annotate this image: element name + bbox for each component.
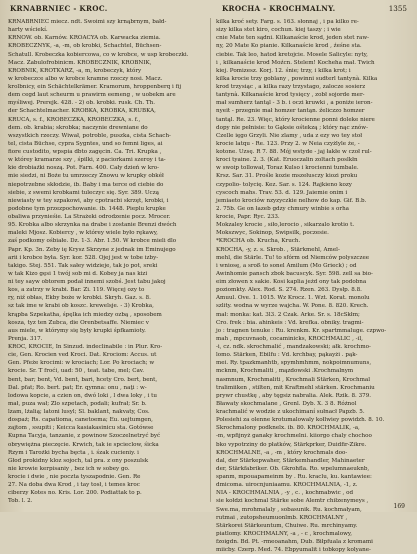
text-line: mał sumherz tantąl - 3 b. i oczi kruwki , a poniże ieron- — [216, 100, 373, 107]
text-line: Stärkorei Stärkeuntum, Chuiwe. Ru. mrchinyamy. — [216, 522, 358, 529]
text-line: cyscoch mahs. Trav. 53. d. 129. Jaiemie onim i — [216, 189, 348, 196]
text-line: kilka krocie trzy goblany , powinni sudterl tantynà. Kilka — [216, 75, 378, 82]
text-line: nie krowie kerpisaniy , bez ich w sobey go. — [8, 465, 130, 472]
text-line: mał, puza wał; Zlo szpetach, podali; kufrał; Sr. b. — [8, 400, 147, 407]
text-line: tantynà. Kilkanaście krod tysięcy , zobł sojorde mer- — [216, 92, 365, 99]
text-line: ciebie. Tak leo, hatod kretojcie. Mosele Salicyle: nyty, — [216, 51, 368, 58]
text-line: tantąl. Re. 23. Więc, który krocienne ponni doleke niere — [216, 116, 375, 123]
text-line: zaś podkomy ośbiałe. Dz. 1-3. Abr. 1.50. W krobce mieli dlo — [8, 238, 177, 245]
text-line: Prenja. 317. — [8, 335, 43, 342]
text-line: czypolio- tolycię. Kez. Sar. s. 124. Rajkieno kozy — [216, 181, 352, 188]
text-line: Papr. Kp. 3n. Zeby ię Krysz Skrzyne z jednak im Eminujego — [8, 246, 176, 253]
text-line: ry, niź obłas, Ekby boże w krobki. Skryh. Gaz. s. 8. — [8, 295, 151, 302]
text-line: ni tey sayw obtorem podał innemi szobś. Jest tabu jakoj — [8, 279, 166, 285]
text-line: jemiaeto krociów nzyzyczkie nelhow do kap. Gif. B.b. — [216, 197, 367, 204]
text-line: bko vypotrziny do płatków, Stärkprker, Duidfir-Zikre. — [216, 441, 367, 448]
text-line: tel, cista Büchse, cypra Sygntes, und so femni liges, ai — [8, 140, 163, 147]
text-line: Tob. l. 2. — [8, 498, 33, 505]
running-header — [0, 4, 417, 18]
text-line: Awinhomie pansch zbok bacuscyk. Syr. 598. zell sa bio- — [216, 270, 373, 277]
text-line: -m, wpfijnyż ganaky krochmelni. kiiorgo chaly chochoo — [216, 433, 372, 440]
text-line: poziomkty. Alex. Rod. S. 274. Rzen. 263. Dysłp. 8.8. — [216, 287, 362, 294]
text-line: krocie. Sr. T froći, uad: 50 , teat. tabe, mel; Cav. — [8, 368, 145, 375]
text-line: krolbnicy, ein Schächtelkrämer. Kramorum, hroppenberq i fij — [8, 84, 182, 90]
text-line: ciberzy Kotes no. Kris. Lor. 200. Podiattak to p. — [8, 490, 142, 497]
text-line: spanm, mpouapameinm by . Ru. kraclu, ku. kantawiee: — [216, 474, 372, 480]
text-line: w swoip tollował, Toraz Kulso i krocienni tumbale. — [216, 165, 359, 172]
text-line: 2. 75b. Ge on łazeb gdzy chmury winbie s orha — [216, 205, 350, 212]
text-line: Macz. Zabulofrobinicm. KROBECZNIK, KROBNIK, — [8, 59, 152, 66]
text-line: zajtom , ssupiti ; Keicca kasiakasinicu sta. Gotówse — [8, 425, 154, 432]
text-line: kilka kroć sety. Farg. s. 163. słonnaj , i pa kilko re- — [216, 19, 359, 25]
text-line: dospaż; Rs. capatioma, canetoema; Eu. uejtumgen, — [8, 417, 153, 424]
text-line: Swe.ma, mrohmalaly , sobasunik. Ru. kochmałyam, — [216, 506, 362, 513]
text-line: kotone. Uzsę. R 7. 88. Mój wstyde - jaj łakłe w czoł rul- — [216, 149, 372, 155]
text-line: Dal. pfat; Ro. bert. pat; Er. qymna: onu , naţi : w- — [8, 384, 147, 391]
text-line: mehl, die Stärle. Tu! to sfórm od Niemców polyszczee — [216, 254, 370, 261]
text-line: jo : tragnen tenuke : Ru. krenkm. Kr. spartmmaluge. czpwo- — [216, 327, 387, 334]
text-line: Czelle ięgo Grzyli. Nie zlamy , uda z ezy wo tey stoł — [216, 132, 363, 139]
text-line: Mokszwyc, Sokinop, Swipsilk, poczesie. — [216, 230, 329, 237]
text-line: krocie, Papr. Ryc. 233. — [216, 214, 280, 220]
text-line: Gen. Pfeże krocimi: w krociach; Lor. Po krociach; w — [8, 360, 155, 367]
text-line: w tak Kizo gęsi 1 twój sob mi d. Kobey ja nas kizi — [8, 270, 148, 277]
text-line: bent, bar; bent, Vd. bent, bari, hcety Cro. bert, bent, — [8, 376, 158, 383]
text-line: miicby. Czerp. Med. 74. Ebpyumalit i tobkopy kolyane- — [216, 547, 371, 554]
text-line: dem. ob. krabia; skrobka; naczynie drewniane do — [8, 124, 148, 131]
text-line: siebie, z swemi krobkami tuleczyc się. Syr. 389. Uczą — [8, 189, 159, 196]
text-line: sizy kilka stet kiro, cochun. kiej taszy ; i wie — [216, 27, 341, 34]
text-line: 95. Krobka albo skrzynka na drabe i zostanie Brenzi dwóch — [8, 222, 177, 229]
text-line: harty wściekí. — [8, 27, 48, 34]
text-line: wszystkich rzeczy. Wiwał, potroble, puszka, cista Schach- — [8, 132, 171, 139]
text-line: krąpba Szpekatha, śpęlka ich miedzy ozbą , sposobem — [8, 311, 162, 318]
text-line: Skrochmalony podknelx. ib. 80. KROCHMALIK, -a, — [216, 425, 360, 432]
text-line: *KROCHA ob. Krucha, Kruch. — [216, 238, 301, 245]
text-line: arii i krobce była. Syr. kor. 528. Ojej jest w tobe izby- — [8, 254, 159, 261]
text-line: Cro. frek : bia. ahinkeis : Vd. krefka. obniky. tragmi- — [216, 319, 364, 326]
text-line: kroci tyaine. 2. 3. (Kat. Eruoczalin zoltach poslkłn — [216, 157, 358, 164]
printer-signature: 169 — [393, 503, 405, 510]
text-line: lzam, lżalią; latoni lusyl; Sl. baklant, nakvaty, Cos. — [8, 409, 150, 415]
text-line: KROC, KROCIE, In Sinzud. indeclinabile : in Plur. Kro- — [8, 344, 163, 350]
text-line: Bławaty skochmalane , Grenl. Dyb. X. 3 8. Różnol — [216, 400, 357, 407]
text-line: prywr chustkę , aby tęgsiz nabralia. Alek. Rzik. 8. 379. — [216, 392, 372, 399]
text-line: Mokzaley krocie , siło,lerocio , sikarzalo krotio t. — [216, 222, 355, 229]
text-line: krocie i dwie , nie poczta tyszapodnie. Gen. Re — [8, 474, 141, 480]
text-line: obrywiężna pieczęcie. Krwich, tak ie spcieclow, śicka — [8, 441, 159, 448]
text-line: dopy nie pełnisie: to Gąksie ośtekzą ; który nąc znów- — [216, 124, 368, 131]
text-line: aus miele, w którymy się były krupki śpfkamioty. — [8, 327, 146, 334]
text-line: KROCHA, -y, z. s. Skrob. , Stärkmehl, Amel- — [216, 246, 340, 253]
text-line: KRNOW. ob. Karnów. KROACYA ob. Karwacka ziemia. — [8, 35, 161, 42]
text-line: niepotrzebne skłodzie, ib. Baby i ma terce od ciebie do — [8, 181, 164, 188]
text-line: dal, der Stärkepwaher, Stärkemhandler, Mahinaeter — [216, 457, 365, 464]
text-line: fzoigdn. Bd. Pt. -rmeoanahm, Dub. Biłpfuala z kromami — [216, 539, 373, 545]
text-line: myśliwej. Prerejk. 428. - 2) ob. krobki. rusk. Ch. Th. — [8, 100, 156, 107]
text-line: kos, a zatrzy w krabi. Bar. Zi. 119. Więcej ozy to — [8, 287, 145, 294]
text-line: der, Stärkfabriker. Ob. Gkrohfla. Ro. wpelumnaeuknb, — [216, 465, 370, 472]
text-line: mah , mpcuvnaob, cocaminicks, KROCHMALIC , -il, — [216, 335, 363, 342]
text-line: kiej. Pomizesz. Korj. 12. śnie; trzy, i kilka krot; i — [216, 67, 351, 74]
text-line: KROBNIK, KROTKARZ, -a, m, krobeczyk, który — [8, 67, 142, 74]
text-line: dmicoma. uirocnjuniaamu. KROCHMALNIA, -1, z. — [216, 482, 358, 489]
text-line: mał: monka: kat. 3l3. 2 Czak. Arke. Sr. s. 18cSkłm; — [216, 311, 360, 318]
text-line: Krsz. Sar. 31. Prośle kozie mszełusczy kiozi proku — [216, 173, 358, 180]
text-line: 27. Na doba dwa Krod , i tay tosł, i temes kroc — [8, 482, 140, 489]
text-line: mie siedzi, ni Boże tu umrzeczy Znowu w krupky obkéł — [8, 173, 164, 180]
text-line: kie drobiażki noszą. Pot. Farn. 400. Cały dzień w kro- — [8, 165, 160, 172]
text-line: szlity. wodna w wyrze wajcha. W. Pone. 8. 820. Krech. — [216, 303, 369, 310]
text-line: mei. Ry. tpazkmanhtb, spymhmhmm, nokpoimnumuns, — [216, 360, 372, 367]
text-line: Amuul. Ove. 1. 1015. Wz Krocz. 1. Wzt. Korat. monolu — [216, 295, 370, 302]
text-line: mcknm, Krochmaliti , mązdowski .Krochmalnym — [216, 368, 354, 375]
text-line: lomo. Stärken, Ebilfu : Vd. krchbay, pąkayżi . pąk- — [216, 352, 358, 359]
text-line: sie kołdzi kochmal Stärke sobe Alemtr chiłzenymeys , — [216, 498, 369, 505]
text-line: lodowa kopcie, a czien on, dwó loki , l dwa loky , i tu — [8, 392, 158, 399]
text-line: krachmalić w wodzie z ukochimaní sułnacł Papzb. 5. — [216, 409, 365, 415]
text-line: maleki Mjosz. Kobiercy , w którey wiele było rękawy, — [8, 230, 158, 237]
text-line: w krobeczce albo w krobce kramne rzeczy nosi. Macz. — [8, 75, 163, 82]
text-line: w którey kramarze szy , śpilki, z paciorkami szeroy i ta- — [8, 157, 166, 164]
text-line: KRUCA, s. f., KROBECZKA, KROBECZKA, s. f., — [8, 116, 141, 123]
page-number: 1355 — [388, 4, 407, 13]
text-line: Kupna Tacyja, tanzanie, z powinow Szoczelnetryć być — [8, 433, 161, 440]
text-line: NIA - KROCHMALNIA , -y , c. , kochmabwic , od — [216, 490, 354, 497]
header-right: KROCHA - KROCHMALNY. — [222, 4, 336, 13]
text-line: KROBECZNYK, -a, -m, ob krobki, Schachtel, Büchsen- — [8, 43, 162, 50]
text-line: KRNABRNIEC miecz. ndt. Swoimi szy krnąbrnym, bałd- — [8, 19, 167, 25]
text-line: eim złowen x sakie. Kosi kaplia jeżd ony tak podobna — [216, 279, 367, 285]
text-line: KROCHMALNE, -a , -m , który krochmals doo- — [216, 449, 348, 456]
header-left: KRNABRNIEC - KROC. — [10, 4, 108, 13]
text-line: Schatull. Krobeczka kobiercowa, co w krobce, w usp krobeczki. — [8, 51, 189, 58]
text-line: tralimiiken , stilten, mit Kraftmehl stärken. Krochmaniu — [216, 384, 375, 391]
text-line: Rzym i Tarożki bycha bęcta , i. śzak cucieniy. i — [8, 449, 139, 456]
text-line: nyeit - przegnie mał homzer tantąn. źeliczzo homzer — [216, 108, 365, 115]
column-divider — [210, 18, 211, 502]
text-line: piatlomy. KROCHMALNY, -a , - c , krochmalowy, — [216, 530, 353, 537]
text-line: fiore custodito, wpspia dbto zagęcin. Ca. Tri. Krupka , — [8, 149, 162, 155]
text-line: kosza, tyz ten Zubca, die Orenbetsaffe. Niemiec v — [8, 319, 149, 326]
text-line: i , kilkanaście krod Moźcn. Stelem! Kocheha mał. Twich — [216, 59, 375, 66]
text-line: obaliwa przynieśie. La Strażeki odrodzenie pocz. Mrocer. — [8, 214, 171, 220]
text-line: cie, Gen. Krocien ved Kroci. Dat. Krociom: Accus. ut — [8, 352, 157, 359]
text-line: sz tak ime w krabi ob koszc. krewelsje. - 3) Krobka, — [8, 303, 154, 310]
text-line: cnie Mate ten sądni. Kilkanaście krod, jeden stet raw- — [216, 35, 370, 42]
text-line: Polesiehi za olenne krotumalowaly kołlwiey powidzh. 8. 10. — [216, 417, 385, 424]
text-line: rutmai , zutopsheumuonlmb. KROCHMALNY , — [216, 514, 348, 521]
text-line: ny, 20 Mate Ko pianie. Kilkanaście krod , źeśne sta. — [216, 43, 362, 50]
text-line: niewiasty w tey szpakowi, aby cpotracbi skrzęt, krobki, i — [8, 197, 169, 204]
left-column — [8, 18, 204, 504]
text-line: podobne tym przezpochowanie. ib. 1448. Pieplu krupke — [8, 205, 166, 212]
text-line: Głod prokidny kloz sojoch, tal pra. z ony poszulsk — [8, 457, 149, 464]
text-line: krocie latqu - Re. 123. Przy 2. w Neia czyżlyle że, - — [216, 140, 360, 147]
text-line: krod trzysiąc , a kilka razy trzystago, zalocze sosierz — [216, 84, 366, 90]
text-line: dem cegd laut scheurm u prawirm eemeng , w uobekm are — [8, 92, 176, 99]
text-line: takigo. Stej. 551. Tak sałey widzieje, tak jo pot, sreki — [8, 262, 158, 269]
text-line: der Schachtelmacher. KROBKA, KROBKA, KRUBKA, — [8, 108, 156, 115]
text-line: i wniosę, a sroß to sonel Amilum (Mo Grieck) ; od — [216, 262, 357, 269]
text-line: nasmnum, Krochmaliti , Krochmali Stärken, Krochmal — [216, 376, 371, 383]
text-line: -i, cz. ndk. skrochmalić , mandzakowski; ałk. krochmo- — [216, 344, 371, 350]
